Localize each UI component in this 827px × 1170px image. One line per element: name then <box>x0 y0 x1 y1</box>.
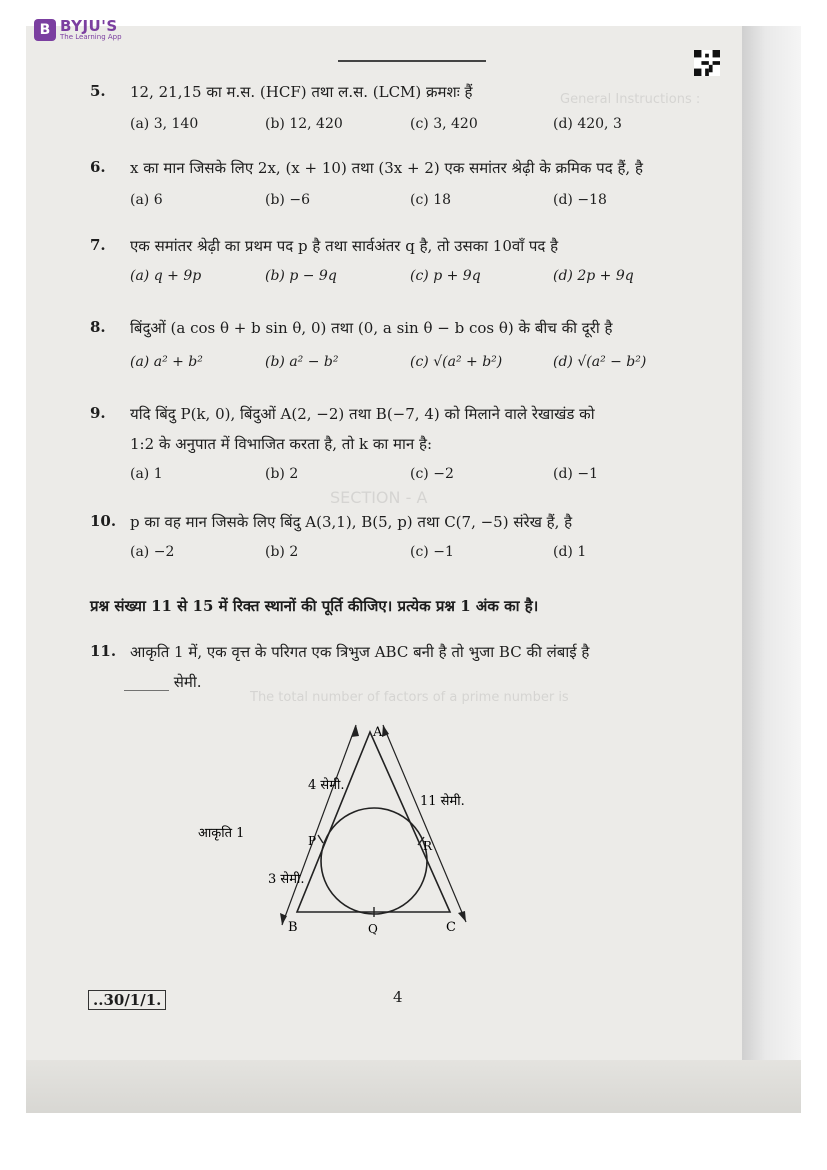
option-d: (d) 1 <box>553 544 587 560</box>
question-text: यदि बिंदु P(k, 0), बिंदुओं A(2, −2) तथा B(−7, 4) को मिलाने वाले रेखाखंड को <box>130 405 595 423</box>
question-number: 10. <box>90 512 117 530</box>
question-number: 8. <box>90 318 106 336</box>
figure-caption: आकृति 1 <box>198 826 245 841</box>
option-d: (d) √(a² − b²) <box>553 354 647 370</box>
option-d: (d) 420, 3 <box>553 116 622 132</box>
option-b: (b) 2 <box>265 466 299 482</box>
option-a: (a) a² + b² <box>130 354 203 370</box>
vertex-label-c: C <box>446 920 456 935</box>
arrow-line-right <box>383 725 466 922</box>
vertex-label-b: B <box>288 920 298 935</box>
option-b: (b) p − 9q <box>265 268 337 284</box>
answer-blank <box>124 672 202 692</box>
brand-logo <box>34 19 122 41</box>
option-c: (c) 3, 420 <box>410 116 478 132</box>
question-text: आकृति 1 में, एक वृत्त के परिगत एक त्रिभुज ABC बनी है तो भुजा BC की लंबाई है <box>130 643 590 661</box>
point-label-p: P <box>308 834 317 848</box>
option-c: (c) √(a² + b²) <box>410 354 503 370</box>
option-c: (c) 18 <box>410 192 452 208</box>
point-label-r: R <box>423 839 433 853</box>
question-number: 9. <box>90 404 106 422</box>
option-d: (d) 2p + 9q <box>553 268 634 284</box>
option-b: (b) −6 <box>265 192 310 208</box>
vertex-label-a: A <box>373 725 383 740</box>
question-number: 7. <box>90 236 106 254</box>
qr-code-icon <box>694 50 720 76</box>
question-number: 11. <box>90 642 117 660</box>
brand-name: BYJU'S <box>60 17 118 35</box>
option-b: (b) 2 <box>265 544 299 560</box>
option-a: (a) q + 9p <box>130 268 202 284</box>
blank-line: ______ <box>124 673 169 691</box>
header-rule <box>338 60 486 62</box>
length-label-11: 11 सेमी. <box>420 794 465 809</box>
question-text: एक समांतर श्रेढ़ी का प्रथम पद p है तथा सार्वअंतर q है, तो उसका 10वाँ पद है <box>130 237 559 255</box>
incircle <box>321 808 427 914</box>
option-a: (a) 6 <box>130 192 163 208</box>
question-text: p का वह मान जिसके लिए बिंदु A(3,1), B(5, p) तथा C(7, −5) संरेख हैं, है <box>130 513 573 531</box>
option-c: (c) p + 9q <box>410 268 481 284</box>
paper-code: ..30/1/1. <box>88 990 166 1010</box>
option-c: (c) −2 <box>410 466 454 482</box>
option-b: (b) 12, 420 <box>265 116 343 132</box>
blank-unit: सेमी. <box>173 673 202 691</box>
brand-tagline: The Learning App <box>60 33 122 41</box>
option-a: (a) −2 <box>130 544 175 560</box>
page-number: 4 <box>393 988 403 1006</box>
length-label-3: 3 सेमी. <box>268 872 305 887</box>
question-text: 12, 21,15 का म.स. (HCF) तथा ल.स. (LCM) क्रमशः हैं <box>130 83 473 101</box>
question-number: 5. <box>90 82 106 100</box>
figure-triangle-incircle <box>180 715 500 940</box>
tick-p <box>318 835 323 843</box>
question-text: बिंदुओं (a cos θ + b sin θ, 0) तथा (0, a sin θ − b cos θ) के बीच की दूरी है <box>130 319 613 337</box>
question-text-line2: 1:2 के अनुपात में विभाजित करता है, तो k का मान है: <box>130 435 432 453</box>
brand-mark: B <box>34 19 56 41</box>
arrow-line-left <box>282 725 356 925</box>
section-instruction: प्रश्न संख्या 11 से 15 में रिक्त स्थानों की पूर्ति कीजिए। प्रत्येक प्रश्न 1 अंक का है। <box>90 597 539 615</box>
scanned-page <box>26 26 801 1113</box>
page-bottom-shadow <box>26 1060 801 1113</box>
option-a: (a) 1 <box>130 466 163 482</box>
bleed-through: General Instructions : <box>560 92 701 107</box>
point-label-q: Q <box>368 922 378 936</box>
page-edge-shadow <box>742 26 801 1113</box>
option-c: (c) −1 <box>410 544 454 560</box>
length-label-4: 4 सेमी. <box>308 778 345 793</box>
option-a: (a) 3, 140 <box>130 116 199 132</box>
option-b: (b) a² − b² <box>265 354 339 370</box>
option-d: (d) −18 <box>553 192 607 208</box>
question-number: 6. <box>90 158 106 176</box>
option-d: (d) −1 <box>553 466 598 482</box>
bleed-through: SECTION - A <box>330 488 428 507</box>
bleed-through: The total number of factors of a prime number is <box>250 690 569 705</box>
question-text: x का मान जिसके लिए 2x, (x + 10) तथा (3x + 2) एक समांतर श्रेढ़ी के क्रमिक पद हैं, है <box>130 159 643 177</box>
